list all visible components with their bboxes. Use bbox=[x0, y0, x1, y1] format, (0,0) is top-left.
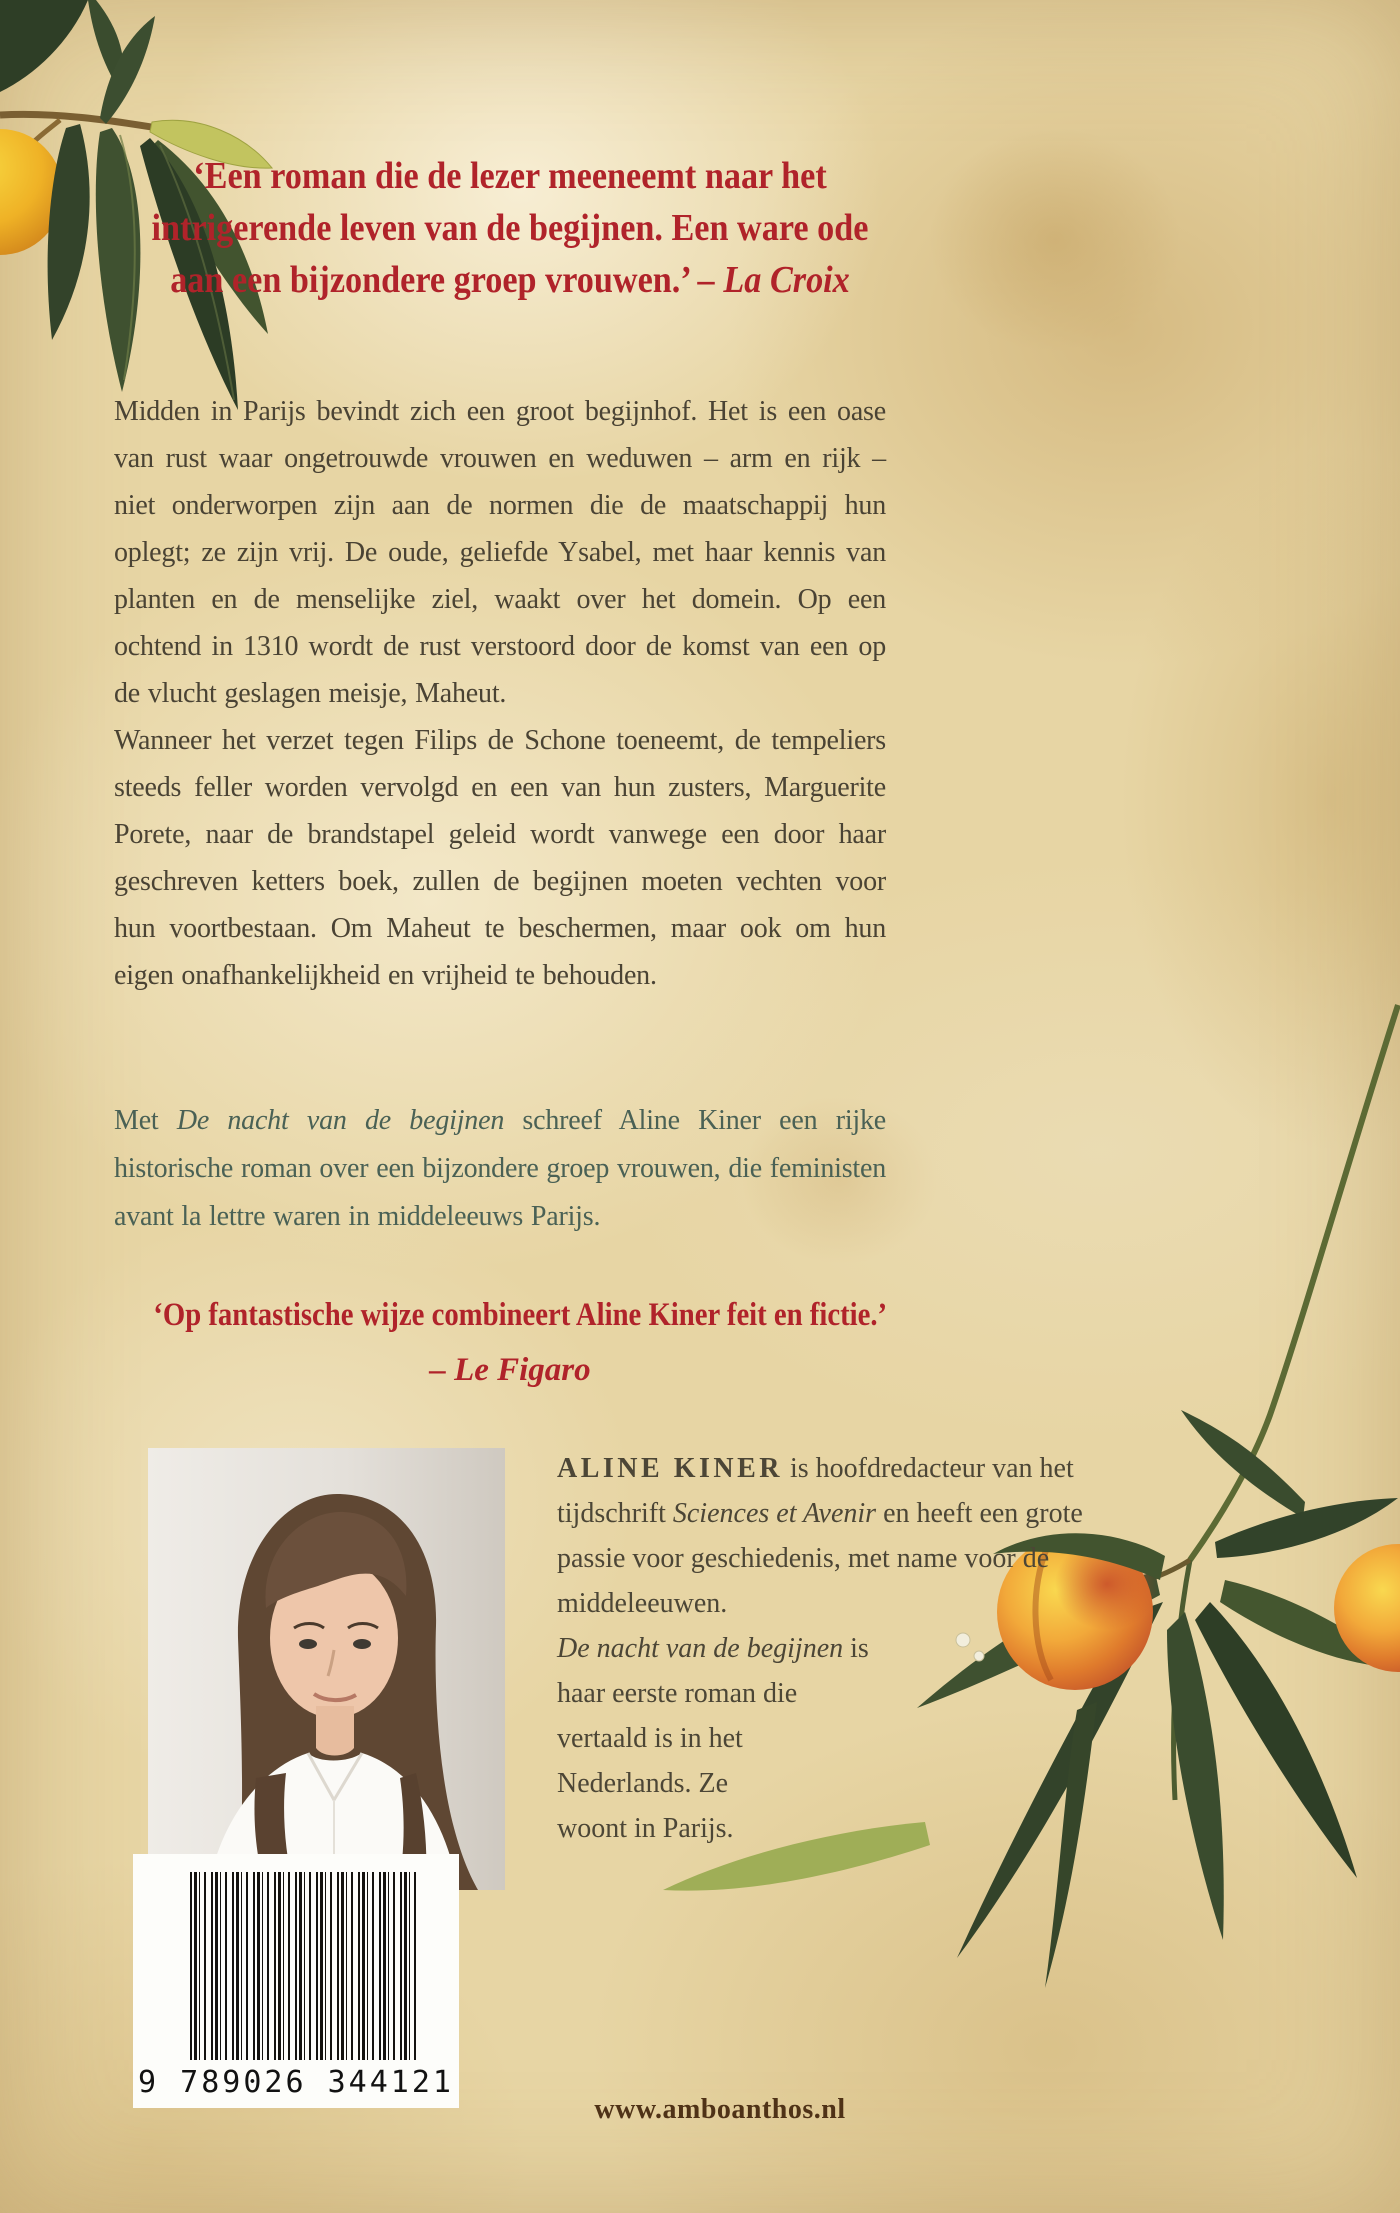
quote-line: ‘Op fantastische wijze combineert Aline Kiner feit en fictie.’ bbox=[153, 1297, 888, 1333]
press-quote-la-croix bbox=[100, 150, 920, 306]
publisher-note: Met De nacht van de begijnen schreef Aline Kiner een rijke historische roman over een bijzondere groep vrouwen, die feministen avant la lettre waren in middeleeuws Parijs. bbox=[114, 1105, 887, 1232]
barcode bbox=[133, 1854, 459, 2108]
text-wrap-spacer bbox=[875, 1626, 1145, 1716]
text-wrap-spacer bbox=[815, 1716, 1145, 1761]
synopsis-paragraph-2: Wanneer het verzet tegen Filips de Schone toeneemt, de tempeliers steeds feller worden vervolgd en een van hun zusters, Marguerite Porete, naar de brandstapel geleid wordt vanwege een door haar geschreven ketters boek, zullen de begijnen moeten vechten voor hun voortbestaan. Om Maheut te beschermen, maar ook om hun eigen onafhankelijkheid en vrijheid te behouden. bbox=[114, 725, 886, 991]
press-quote-le-figaro bbox=[100, 1288, 920, 1398]
publisher-website: www.amboanthos.nl bbox=[594, 2094, 846, 2125]
quote-line: ‘Een roman die de lezer meeneemt naar het bbox=[193, 155, 827, 197]
text-wrap-spacer bbox=[780, 1761, 1145, 1896]
author-bio-text: ALINE KINER is hoofdredacteur van het tijdschrift Sciences et Avenir en heeft een grote passie voor geschiedenis, met name voor de middeleeuwen. De nacht van de begijnen is haar eerste roman die vertaald is in het Nederlands. Ze woont in Parijs. bbox=[557, 1453, 1083, 1844]
barcode-bars bbox=[190, 1872, 418, 2060]
quote-line: intrigerende leven van de begijnen. Een ware ode bbox=[151, 207, 869, 249]
synopsis-paragraph-1: Midden in Parijs bevindt zich een groot begijnhof. Het is een oase van rust waar ongetrouwde vrouwen en weduwen – arm en rijk – niet onderworpen zijn aan de normen die de maatschappij hun oplegt; ze zijn vrij. De oude, geliefde Ysabel, met haar kennis van planten en de menselijke ziel, waakt over het domein. Op een ochtend in 1310 wordt de rust verstoord door de komst van een op de vlucht geslagen meisje, Maheut. bbox=[114, 396, 886, 709]
author-bio bbox=[557, 1446, 1145, 1896]
synopsis bbox=[114, 388, 886, 999]
author-photo bbox=[148, 1448, 505, 1890]
text-wrap-spacer bbox=[1144, 1446, 1145, 1626]
quote-attribution: – Le Figaro bbox=[429, 1352, 591, 1388]
quote-line: aan een bijzondere groep vrouwen.’ – La Croix bbox=[170, 259, 850, 301]
barcode-digits: 9 789026 344121 bbox=[138, 2065, 454, 2100]
